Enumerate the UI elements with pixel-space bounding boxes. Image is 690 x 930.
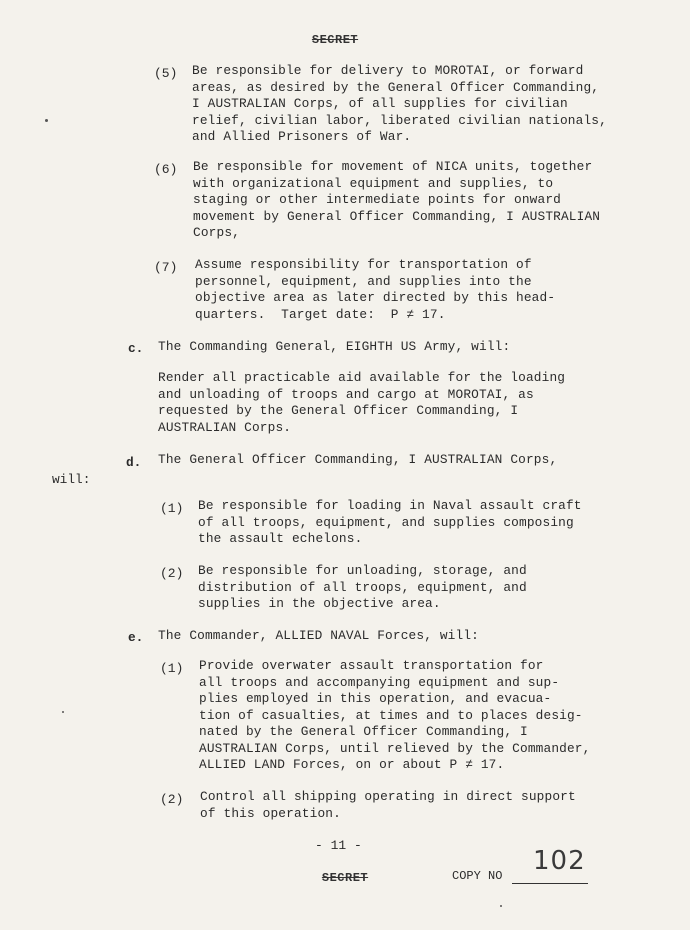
item-7-text: Assume responsibility for transportation of personnel, equipment, and supplies into the objective area as later directed by this head- quarters. Target date: P ≠ 17. (195, 257, 556, 322)
copy-number-underline (512, 883, 588, 884)
section-d-sub1-number: (1) (160, 501, 184, 516)
section-c-text: Render all practicable aid available for the loading and unloading of troops and cargo at MOROTAI, as requested by the General Officer Commanding, I AUSTRALIAN Corps. (158, 370, 566, 435)
scan-speck (500, 905, 502, 907)
section-e-letter: e. (128, 630, 144, 645)
section-d-heading: The General Officer Commanding, I AUSTRALIAN Corps, (158, 452, 558, 467)
scan-speck (45, 119, 48, 122)
item-5-number: (5) (154, 66, 178, 81)
section-d-letter: d. (126, 455, 142, 470)
item-6-text: Be responsible for movement of NICA units, together with organizational equipment and supplies, to staging or other intermediate points for onward movement by General Officer Commanding, I AUSTRALIAN Corps, (193, 159, 601, 240)
section-d-margin-will: will: (52, 472, 91, 487)
section-d-sub2-number: (2) (160, 566, 184, 581)
copy-number-handwritten: 102 (533, 846, 586, 876)
section-c-letter: c. (128, 341, 144, 356)
classification-header: SECRET (311, 33, 359, 47)
classification-footer: SECRET (321, 871, 369, 885)
scan-speck (62, 711, 64, 713)
section-d-sub2-text: Be responsible for unloading, storage, and distribution of all troops, equipment, and supplies in the objective area. (198, 563, 527, 611)
item-7-number: (7) (154, 260, 178, 275)
section-d-sub1-text: Be responsible for loading in Naval assault craft of all troops, equipment, and supplies composing the assault echelons. (198, 498, 582, 546)
item-6-number: (6) (154, 162, 178, 177)
section-e-heading: The Commander, ALLIED NAVAL Forces, will: (158, 628, 480, 643)
section-c-heading: The Commanding General, EIGHTH US Army, will: (158, 339, 511, 354)
page-number: - 11 - (315, 838, 362, 853)
section-e-sub1-number: (1) (160, 661, 184, 676)
section-e-sub1-text: Provide overwater assault transportation for all troops and accompanying equipment and sup- plies employed in this operation, and evacua- tion of casualties, at times and to places desig- nated by the General Officer Commanding, I AUSTRALIAN Corps, until relieved by the Commander, ALLIED LAND Forces, on or about P ≠ 17. (199, 658, 591, 772)
copy-number-label: COPY NO (452, 869, 503, 883)
item-5-text: Be responsible for delivery to MOROTAI, or forward areas, as desired by the General Officer Commanding, I AUSTRALIAN Corps, of all supplies for civilian relief, civilian labor, liberated civilian nationals, and Allied Prisoners of War. (192, 63, 607, 144)
section-e-sub2-text: Control all shipping operating in direct support of this operation. (200, 789, 576, 821)
section-e-sub2-number: (2) (160, 792, 184, 807)
